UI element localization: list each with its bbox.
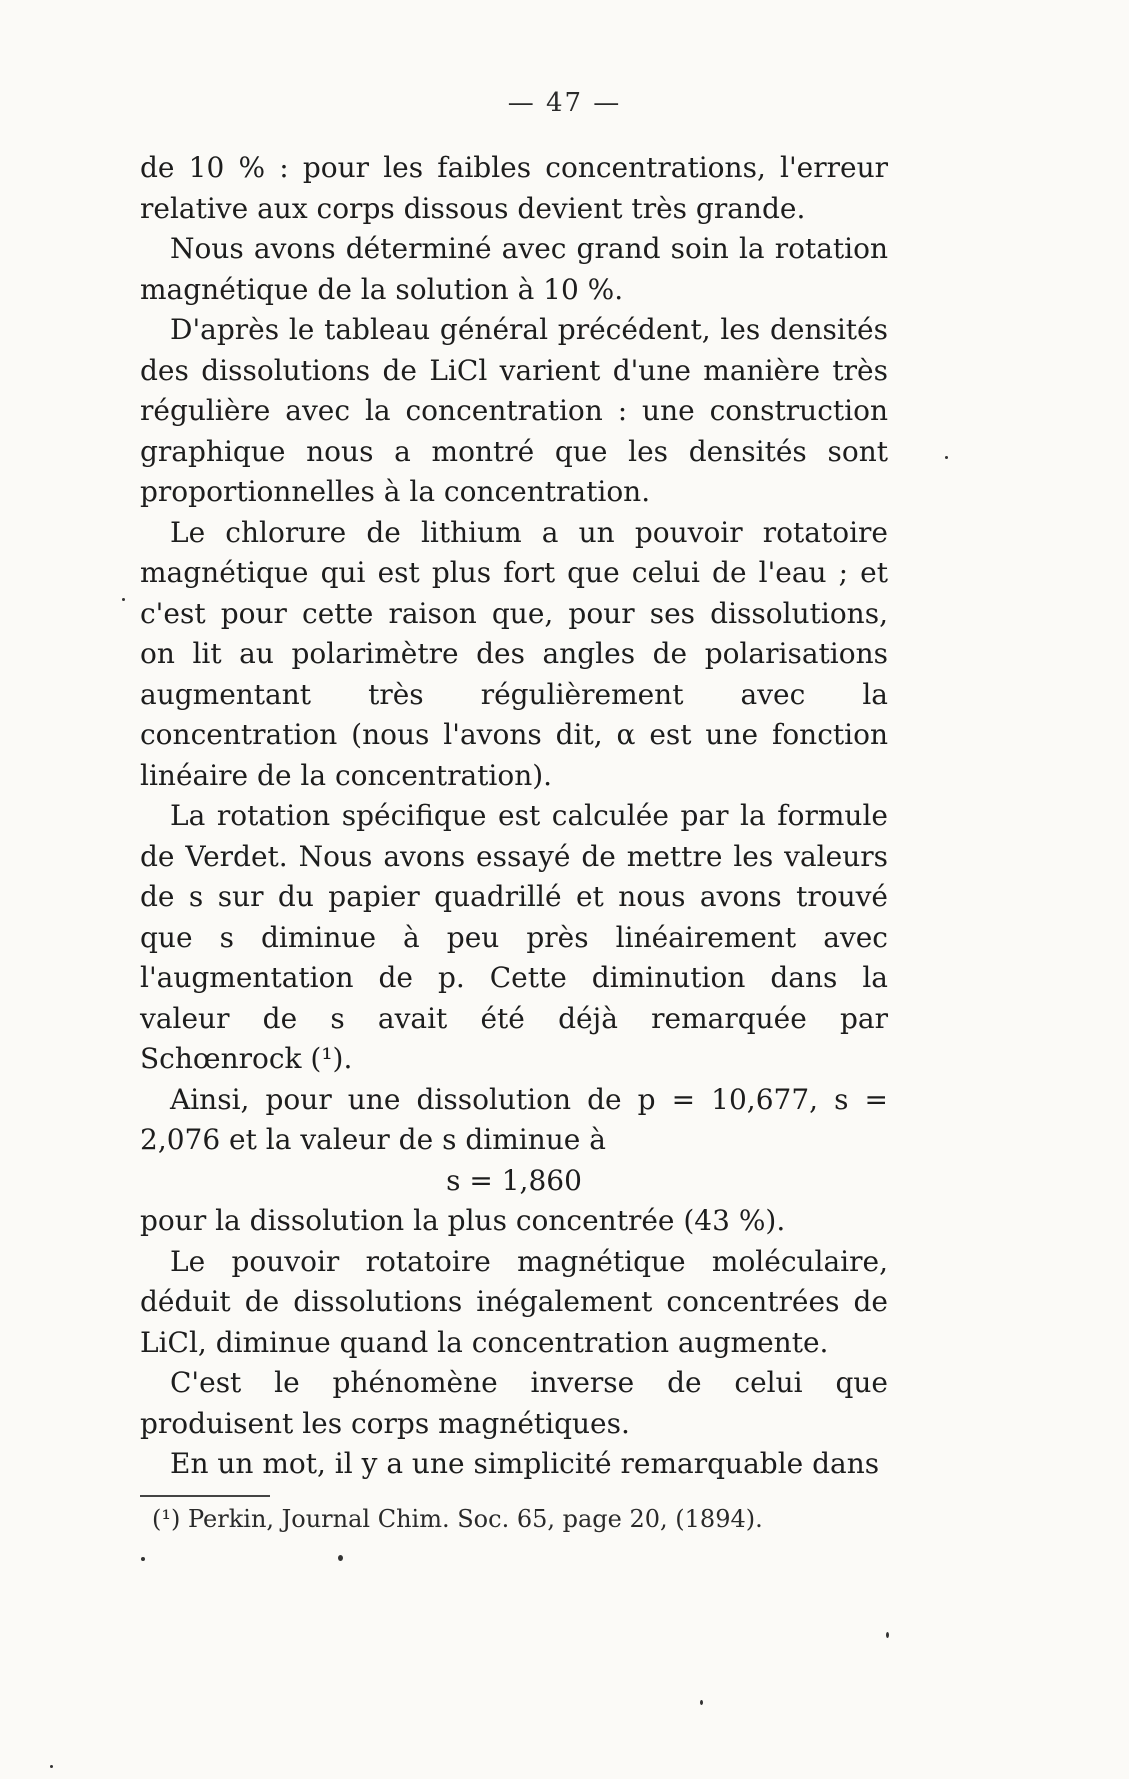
scan-speck — [945, 456, 948, 459]
paragraph: Le pouvoir rotatoire magnétique moléculaire, déduit de dissolutions inégalement concentrées de LiCl, diminue quand la concentration augmente. — [140, 1244, 888, 1359]
scan-speck — [886, 1632, 889, 1638]
paragraph: Le chlorure de lithium a un pouvoir rotatoire magnétique qui est plus fort que celui de l'eau ; et c'est pour cette raison que, pour ses dissolutions, on lit au polarimètre des angles de polarisations augmentant très régulièrement avec la concentration (nous l'avons dit, α est une fonction linéaire de la concentration). — [140, 515, 888, 792]
paragraph: D'après le tableau général précédent, les densités des dissolutions de LiCl varient d'une manière très régulière avec la concentration : une construction graphique nous a montré que les densités sont proportionnelles à la concentration. — [140, 313, 888, 508]
body-text — [140, 148, 888, 1485]
footnote: (¹) Perkin, Journal Chim. Soc. 65, page 20, (1894). — [152, 1505, 763, 1533]
scan-speck — [122, 598, 125, 601]
scan-speck — [338, 1555, 343, 1561]
paragraph: Nous avons déterminé avec grand soin la rotation magnétique de la solution à 10 %. — [140, 232, 888, 306]
paragraph: de 10 % : pour les faibles concentrations, l'erreur relative aux corps dissous devient très grande. — [140, 151, 888, 225]
equation: s = 1,860 — [446, 1163, 582, 1197]
paragraph: C'est le phénomène inverse de celui que produisent les corps magnétiques. — [140, 1366, 888, 1440]
page-number: — 47 — — [507, 88, 622, 118]
paragraph: En un mot, il y a une simplicité remarquable dans — [170, 1447, 880, 1480]
paragraph: pour la dissolution la plus concentrée (43 %). — [140, 1204, 786, 1237]
scan-speck — [141, 1557, 145, 1561]
paragraph: La rotation spécifique est calculée par la formule de Verdet. Nous avons essayé de mettre les valeurs de s sur du papier quadrillé et nous avons trouvé que s diminue à peu près linéairement avec l'augmentation de p. Cette diminution dans la valeur de s avait été déjà remarquée par Schœnrock (¹). — [140, 799, 888, 1075]
scan-speck — [700, 1700, 703, 1705]
paragraph: Ainsi, pour une dissolution de p = 10,677, s = 2,076 et la valeur de s diminue à — [140, 1082, 888, 1156]
footnote-rule — [140, 1495, 270, 1497]
scan-speck — [50, 1765, 53, 1768]
